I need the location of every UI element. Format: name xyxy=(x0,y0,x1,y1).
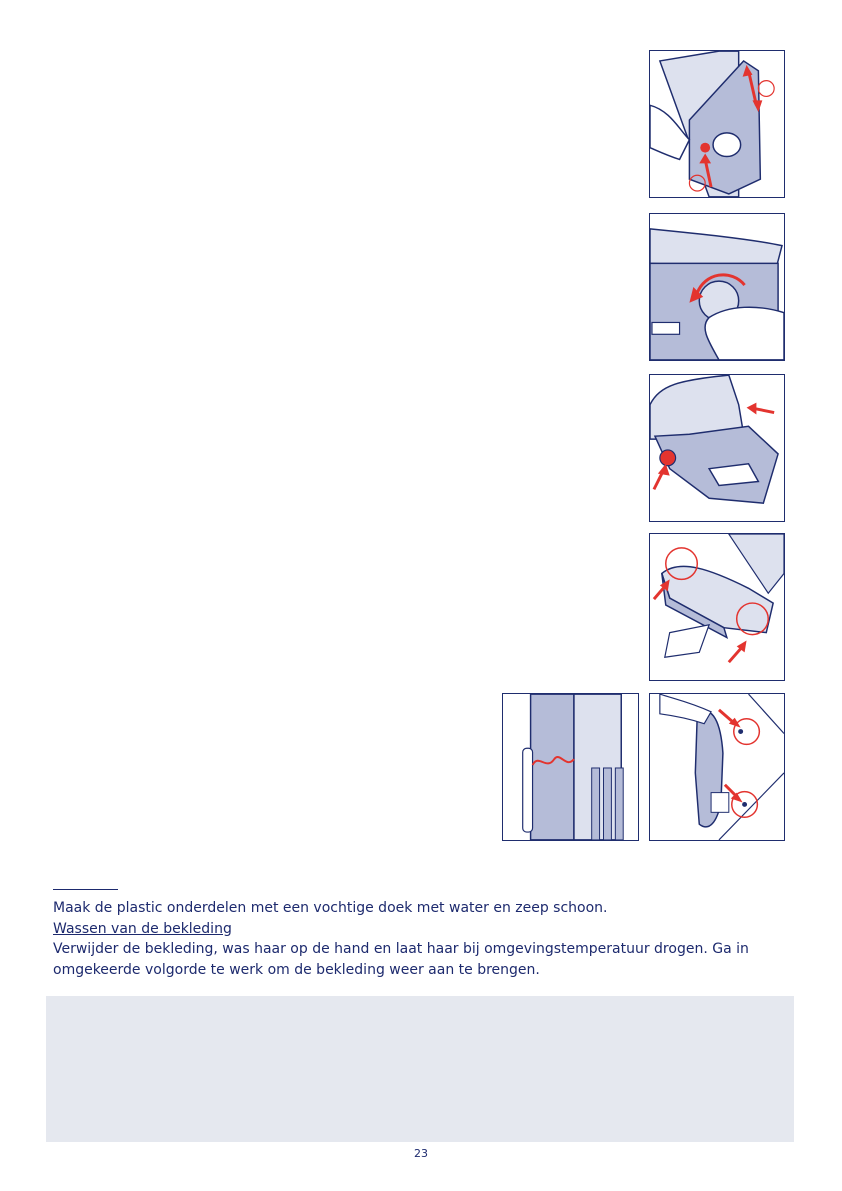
rotate-arrow-icon xyxy=(650,214,784,360)
page-number: 23 xyxy=(414,1147,428,1160)
section-rule xyxy=(53,889,118,890)
cleaning-instructions xyxy=(53,898,798,980)
highlight-circle-icon xyxy=(650,534,784,680)
washing-heading: Wassen van de bekleding xyxy=(53,920,232,937)
grey-band xyxy=(46,996,794,1142)
washing-paragraph: Verwijder de bekleding, was haar op de hand en laat haar bij omgevingstemperatuur drogen. Ga in omgekeerde volgorde te werk om de bekleding weer aan te brengen. xyxy=(53,941,749,978)
cleaning-paragraph: Maak de plastic onderdelen met een vochtige doek met water en zeep schoon. xyxy=(53,900,608,916)
knob-rotate-illustration xyxy=(649,213,785,361)
cover-fold-illustration xyxy=(502,693,639,841)
hand-press-icon xyxy=(650,51,784,197)
cover-clip-illustration xyxy=(649,693,785,841)
clip-arrow-icon xyxy=(650,694,784,840)
push-arrow-icon xyxy=(650,375,784,521)
tray-attach-illustration xyxy=(649,533,785,681)
handle-release-illustration xyxy=(649,50,785,198)
cover-icon xyxy=(503,694,638,840)
tray-button-illustration xyxy=(649,374,785,522)
